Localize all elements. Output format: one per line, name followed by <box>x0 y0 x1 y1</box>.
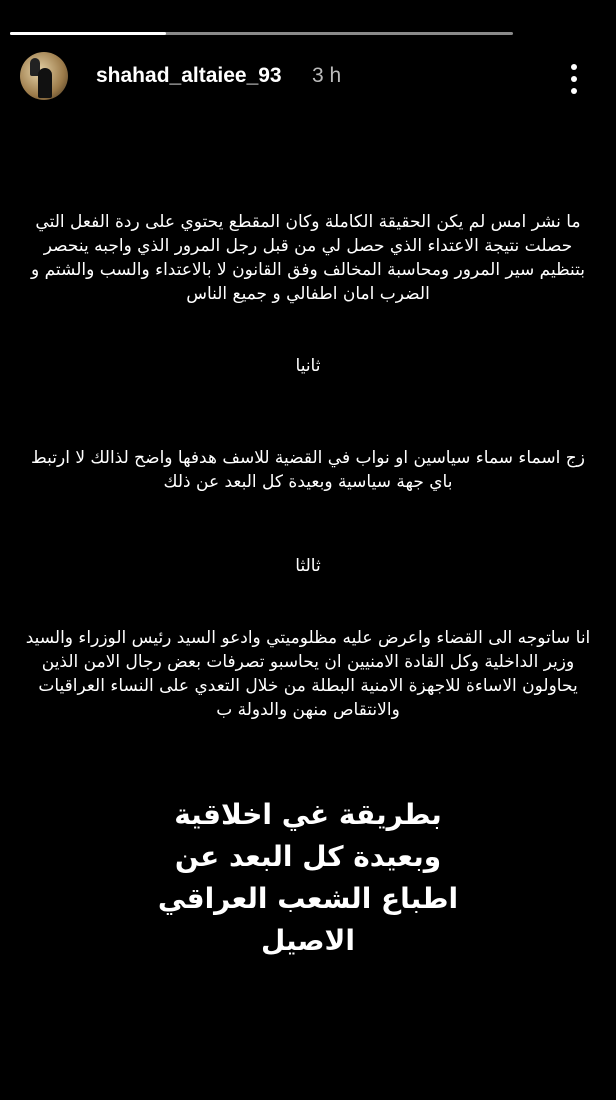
paragraph-3: انا ساتوجه الى القضاء واعرض عليه مظلوميتي وادعو السيد رئيس الوزراء والسيد وزير الداخلية وكل القادة الامنيين ان يحاسبو تصرفات بعض رجال الامن الذين يحاولون الاساءة للاجهزة الامنية البطلة من خلال التعدي على النساء العراقيات والانتقاص منهن والدولة ب <box>25 628 591 720</box>
username[interactable]: shahad_altaiee_93 <box>96 64 282 87</box>
post-time: 3 h <box>312 64 342 87</box>
avatar[interactable] <box>20 52 68 100</box>
story-progress-fill <box>10 32 166 35</box>
paragraph-1: ما نشر امس لم يكن الحقيقة الكاملة وكان المقطع يحتوي على ردة الفعل التي حصلت نتيجة الاعتداء الذي حصل لي من قبل رجل المرور الذي واجبه ينحصر بتنظيم سير المرور ومحاسبة المخالف وفق القانون لا بالاعتداء والسب والشتم و الضرب امان اطفالي و جميع الناس <box>30 212 586 304</box>
paragraph-2: زج اسماء سماء سياسين او نواب في القضية للاسف هدفها واضح لذالك لا ارتبط باي جهة سياسية وبعيدة كل البعد عن ذلك <box>31 448 585 492</box>
heading-third: ثالثا <box>295 556 321 576</box>
story-progress-bar <box>10 32 513 35</box>
heading-second: ثانيا <box>295 356 321 376</box>
more-options-icon[interactable] <box>566 64 582 94</box>
highlighted-text: بطريقة غي اخلاقية وبعيدة كل البعد عن اطباع الشعب العراقي الاصيل <box>157 798 459 957</box>
